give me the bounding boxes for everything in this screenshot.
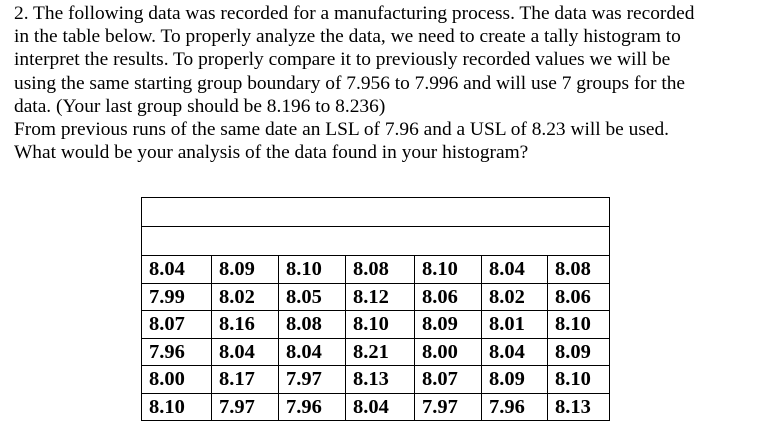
- table-cell: 8.08: [279, 311, 346, 339]
- table-cell: 8.04: [482, 256, 548, 284]
- table-cell: 8.01: [482, 311, 548, 339]
- table-row: [142, 283, 610, 311]
- question-line: in the table below. To properly analyze the data, we need to create a tally histogram to: [14, 26, 681, 48]
- table-cell: 8.00: [415, 338, 482, 366]
- table-cell: 8.21: [346, 338, 415, 366]
- table-row: [142, 311, 610, 339]
- question-line: using the same starting group boundary of 7.956 to 7.996 and will use 7 groups for the: [14, 72, 686, 94]
- table-cell: 7.96: [142, 338, 212, 366]
- table-cell: 8.02: [482, 283, 548, 311]
- blank-cell: [142, 227, 610, 256]
- table-cell: 7.96: [279, 393, 346, 421]
- blank-row: [142, 198, 610, 227]
- table-cell: 8.13: [548, 393, 610, 421]
- table-cell: 8.02: [212, 283, 279, 311]
- question-line: interpret the results. To properly compare it to previously recorded values we will be: [14, 49, 671, 71]
- table-cell: 7.97: [415, 393, 482, 421]
- question-text: [14, 2, 770, 164]
- table-cell: 8.08: [548, 256, 610, 284]
- table-cell: 8.17: [212, 366, 279, 394]
- table-cell: 8.08: [346, 256, 415, 284]
- table-cell: 8.04: [482, 338, 548, 366]
- table-cell: 8.16: [212, 311, 279, 339]
- table-cell: 8.04: [346, 393, 415, 421]
- table-cell: 8.06: [548, 283, 610, 311]
- question-line: What would be your analysis of the data found in your histogram?: [14, 142, 529, 164]
- table-cell: 8.04: [212, 338, 279, 366]
- table-cell: 8.00: [142, 366, 212, 394]
- table-row: [142, 338, 610, 366]
- question-line: From previous runs of the same date an LSL of 7.96 and a USL of 8.23 will be used.: [14, 119, 670, 141]
- table-cell: 8.07: [415, 366, 482, 394]
- table-cell: 7.97: [279, 366, 346, 394]
- table-cell: 8.04: [142, 256, 212, 284]
- table-cell: 8.09: [482, 366, 548, 394]
- table-cell: 8.09: [415, 311, 482, 339]
- data-table: [141, 197, 610, 421]
- blank-row: [142, 227, 610, 256]
- table-cell: 8.10: [548, 366, 610, 394]
- table-row: [142, 393, 610, 421]
- table-cell: 7.96: [482, 393, 548, 421]
- table-cell: 8.10: [548, 311, 610, 339]
- table-cell: 8.10: [279, 256, 346, 284]
- table-cell: 7.99: [142, 283, 212, 311]
- table-cell: 8.09: [212, 256, 279, 284]
- table-cell: 8.05: [279, 283, 346, 311]
- table-cell: 8.04: [279, 338, 346, 366]
- table-cell: 8.13: [346, 366, 415, 394]
- table-cell: 8.10: [415, 256, 482, 284]
- table-cell: 8.09: [548, 338, 610, 366]
- table-cell: 8.12: [346, 283, 415, 311]
- table-cell: 8.06: [415, 283, 482, 311]
- table-cell: 8.10: [142, 393, 212, 421]
- table-cell: 7.97: [212, 393, 279, 421]
- blank-cell: [142, 198, 610, 227]
- table-row: [142, 366, 610, 394]
- question-line: data. (Your last group should be 8.196 to 8.236): [14, 95, 386, 117]
- table-cell: 8.07: [142, 311, 212, 339]
- question-line: 2. The following data was recorded for a manufacturing process. The data was recorded: [14, 3, 695, 24]
- table-row: [142, 256, 610, 284]
- table-cell: 8.10: [346, 311, 415, 339]
